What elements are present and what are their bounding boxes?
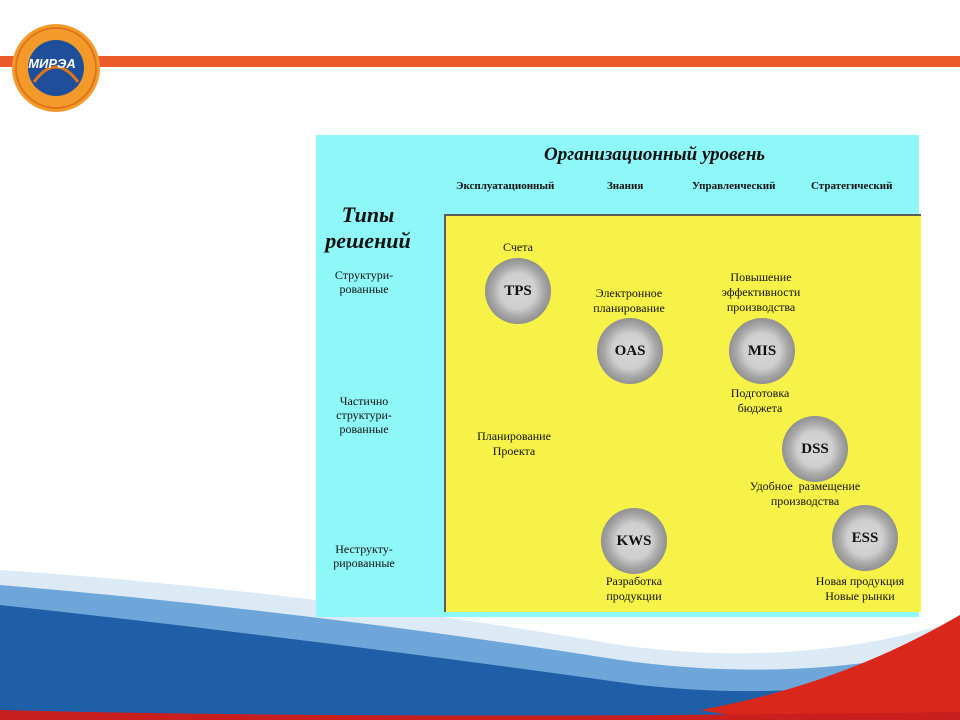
mis-label-line-2: эффективности <box>721 285 801 299</box>
org-level-title: Организационный уровень <box>544 144 766 165</box>
tps-label-line-1: Счета <box>503 240 533 254</box>
row-structured-line-2: рованные <box>339 282 389 296</box>
column-knowledge: Знания <box>607 180 644 192</box>
decision-types-line-2: решений <box>325 228 411 253</box>
mis-label-below <box>712 386 808 416</box>
row-semi-line-1: Частично <box>339 394 389 408</box>
decision-types-line-1: Типы <box>341 202 395 227</box>
project-planning-line-1: Планирование <box>477 429 551 443</box>
mis-label-line-1: Повышение <box>730 270 792 284</box>
project-planning-line-2: Проекта <box>492 444 536 458</box>
row-semi-line-2: структури- <box>336 408 392 422</box>
kws-label <box>584 574 684 604</box>
kws-circle: KWS <box>601 508 667 574</box>
decision-types-title <box>318 202 418 254</box>
oas-label-line-2: планирование <box>593 301 665 315</box>
project-planning-label <box>464 429 564 459</box>
mis-label-line-3: производства <box>726 300 796 314</box>
kws-label-line-1: Разработка <box>605 574 663 588</box>
mis-label-below-line-2: бюджета <box>737 401 783 415</box>
ess-circle: ESS <box>832 505 898 571</box>
column-strategic: Стратегический <box>811 180 893 192</box>
dss-label-line-2: производства <box>770 494 840 508</box>
tps-label <box>490 240 546 255</box>
ess-label <box>800 574 920 604</box>
mis-circle: MIS <box>729 318 795 384</box>
logo-text: МИРЭА <box>28 56 76 71</box>
dss-label-line-1: Удобное размещение <box>749 479 861 493</box>
dss-label <box>730 479 880 509</box>
oas-label <box>580 286 678 316</box>
mis-label-above <box>705 270 817 315</box>
row-unstructured-line-2: рированные <box>333 556 395 570</box>
column-operational: Эксплуатационный <box>456 180 555 192</box>
row-unstructured <box>324 542 404 570</box>
kws-label-line-2: продукции <box>606 589 662 603</box>
row-structured-line-1: Структури- <box>334 268 394 282</box>
dss-circle: DSS <box>782 416 848 482</box>
ess-label-line-1: Новая продукция <box>815 574 905 588</box>
header-bar <box>0 56 960 67</box>
oas-label-line-1: Электронное <box>595 286 663 300</box>
row-unstructured-line-1: Неструкту- <box>335 542 393 556</box>
mis-label-below-line-1: Подготовка <box>730 386 790 400</box>
ess-label-line-2: Новые рынки <box>825 589 895 603</box>
oas-circle: OAS <box>597 318 663 384</box>
row-semi-structured <box>324 394 404 436</box>
column-managerial: Управленческий <box>692 180 776 192</box>
row-structured <box>324 268 404 296</box>
tps-circle: TPS <box>485 258 551 324</box>
row-semi-line-3: рованные <box>339 422 389 436</box>
